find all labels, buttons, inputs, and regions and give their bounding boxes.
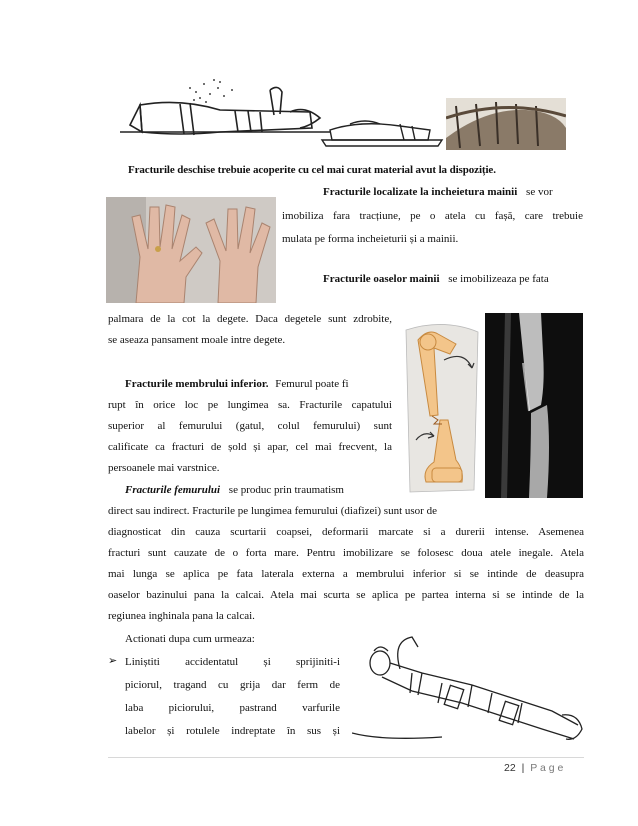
lower-limb-heading: Fracturile membrului inferior. [125, 378, 269, 390]
actions-intro: Actionati dupa cum urmeaza: [125, 633, 255, 645]
femur-line-1-tail: se produc prin traumatism [228, 484, 344, 496]
hand-line-2: palmara de la cot la degete. Daca degetele sunt zdrobite, [108, 313, 392, 325]
actions-bullet-line-4: labelor și rotulele indreptate în sus și [125, 725, 340, 737]
femur-xray [485, 313, 583, 498]
actions-bullet-line-3: laba piciorului, pastrand varfurile [125, 702, 340, 714]
wrist-line-1 [323, 185, 553, 199]
page-footer [504, 762, 563, 774]
bullet-arrow-icon: ➢ [108, 654, 118, 667]
footer-divider [108, 757, 584, 758]
caption-open-fractures: Fracturile deschise trebuie acoperite cu cel mai curat material avut la dispoziție. [128, 164, 496, 176]
hand-heading: Fracturile oaselor mainii [323, 273, 440, 285]
arm-splint-sketch [120, 70, 330, 150]
hand-line-3: se aseaza pansament moale intre degete. [108, 334, 286, 346]
splinted-limb-photo [446, 98, 566, 150]
wrist-line-1-tail: se vor [526, 186, 553, 198]
lower-limb-line-3: superior al femurului (gatul, colul femurului) sunt [108, 420, 392, 432]
femur-line-1 [125, 483, 344, 497]
hand-line-1-tail: se imobilizeaza pe fata [448, 273, 549, 285]
patient-leg-splint-sketch [352, 633, 587, 748]
femur-heading: Fracturile femurului [125, 484, 221, 496]
footer-separator: | [521, 762, 525, 774]
page-number: 22 [504, 762, 516, 774]
femur-line-3: diagnosticat din cauza scurtarii coapsei, deformarii marcate si a durerii intense. Asemenea [108, 526, 584, 538]
hand-line-1 [323, 272, 549, 286]
femur-line-5: mai lunga se aplica pe fata laterala externa a membrului inferior si se intinde de deasupra [108, 568, 584, 580]
femur-line-2: direct sau indirect. Fracturile pe lungimea femurului (diafizei) sunt usor de [108, 505, 437, 517]
forearm-on-board-sketch [320, 100, 445, 150]
femur-line-6: oaselor bazinului pana la calcai. Atela mai scurta se aplica pe partea interna si se intinde de la [108, 589, 584, 601]
lower-limb-line-1 [125, 377, 393, 391]
lower-limb-line-4: calificate ca fracturi de șold și apar, cel mai frecvent, la [108, 441, 392, 453]
lower-limb-line-1-tail: Femurul poate fi [275, 378, 349, 390]
lower-limb-line-2: rupt în orice loc pe lungimea sa. Fracturile capatului [108, 399, 392, 411]
femur-line-4: fracturi sunt cauzate de o forta mare. Pentru imobilizare se folosesc doua atele inegale. Atela [108, 547, 584, 559]
femur-line-7: regiunea inghinala pana la calcai. [108, 610, 255, 622]
lower-limb-line-5: persoanele mai varstnice. [108, 462, 220, 474]
actions-bullet-line-1: Liniștiti accidentatul și sprijiniti-i [125, 656, 340, 668]
wrist-line-3: mulata pe forma incheieturii și a mainii. [282, 233, 459, 245]
femur-fracture-diagram [404, 320, 482, 495]
wrist-heading: Fracturile localizate la incheietura mainii [323, 186, 518, 198]
wrist-line-2: imobiliza fara tracțiune, pe o atela cu fașă, care trebuie [282, 210, 583, 222]
hands-photo [106, 197, 276, 303]
actions-bullet-line-2: piciorul, tragand cu grija dar ferm de [125, 679, 340, 691]
page-word: P a g e [530, 762, 564, 774]
